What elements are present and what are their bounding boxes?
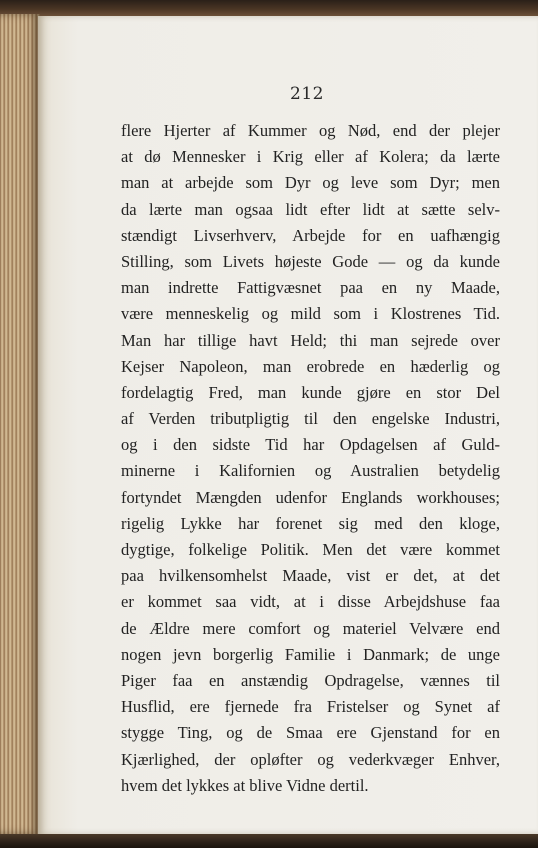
text-line: man indrette Fattigvæsnet paa en ny Maade, — [121, 278, 500, 298]
text-line: fortyndet Mængden udenfor Englands workhouses; — [121, 487, 500, 507]
text-line: Husflid, ere fjernede fra Fristelser og Synet af — [121, 697, 500, 717]
text-line: Stilling, som Livets højeste Gode — og da kunde — [121, 251, 500, 271]
text-line: og i den sidste Tid har Opdagelsen af Guld- — [121, 435, 500, 455]
text-line: minerne i Kalifornien og Australien betydelig — [121, 461, 500, 481]
text-line: dygtige, folkelige Politik. Men det være kommet — [121, 540, 500, 559]
text-line: være menneskelig og mild som i Klostrenes Tid. — [121, 304, 500, 324]
text-line: stændigt Livserhverv, Arbejde for en uafhængig — [121, 225, 500, 245]
text-line: de Ældre mere comfort og materiel Velvære end — [121, 618, 500, 638]
text-line: da lærte man ogsaa lidt efter lidt at sætte selv- — [121, 199, 500, 219]
text-line: at dø Mennesker i Krig eller af Kolera; da lærte — [121, 147, 500, 167]
body-text — [121, 118, 500, 799]
page-edges-spine — [0, 14, 40, 834]
text-line: Kejser Napoleon, man erobrede en hæderlig og — [121, 356, 500, 376]
text-line: flere Hjerter af Kummer og Nød, end der plejer — [121, 121, 500, 140]
text-line: fordelagtig Fred, man kunde gjøre en stor Del — [121, 382, 500, 402]
page-number: 212 — [290, 84, 324, 104]
text-line: er kommet saa vidt, at i disse Arbejdshuse faa — [121, 592, 500, 612]
text-line: Piger faa en anstændig Opdragelse, vænnes til — [121, 670, 500, 690]
text-line: Kjærlighed, der opløfter og vederkvæger Enhver, — [121, 749, 500, 769]
text-line: stygge Ting, og de Smaa ere Gjenstand for en — [121, 723, 500, 743]
text-line: af Verden tributpligtig til den engelske Industri, — [121, 409, 500, 429]
text-line: Man har tillige havt Held; thi man sejrede over — [121, 330, 500, 350]
text-line: nogen jevn borgerlig Familie i Danmark; de unge — [121, 644, 500, 664]
bottom-binding-edge — [0, 834, 538, 848]
text-line: man at arbejde som Dyr og leve som Dyr; men — [121, 173, 500, 193]
text-line: rigelig Lykke har forenet sig med den kloge, — [121, 513, 500, 533]
text-line: hvem det lykkes at blive Vidne dertil. — [121, 775, 369, 795]
text-line: paa hvilkensomhelst Maade, vist er det, at det — [121, 566, 500, 586]
